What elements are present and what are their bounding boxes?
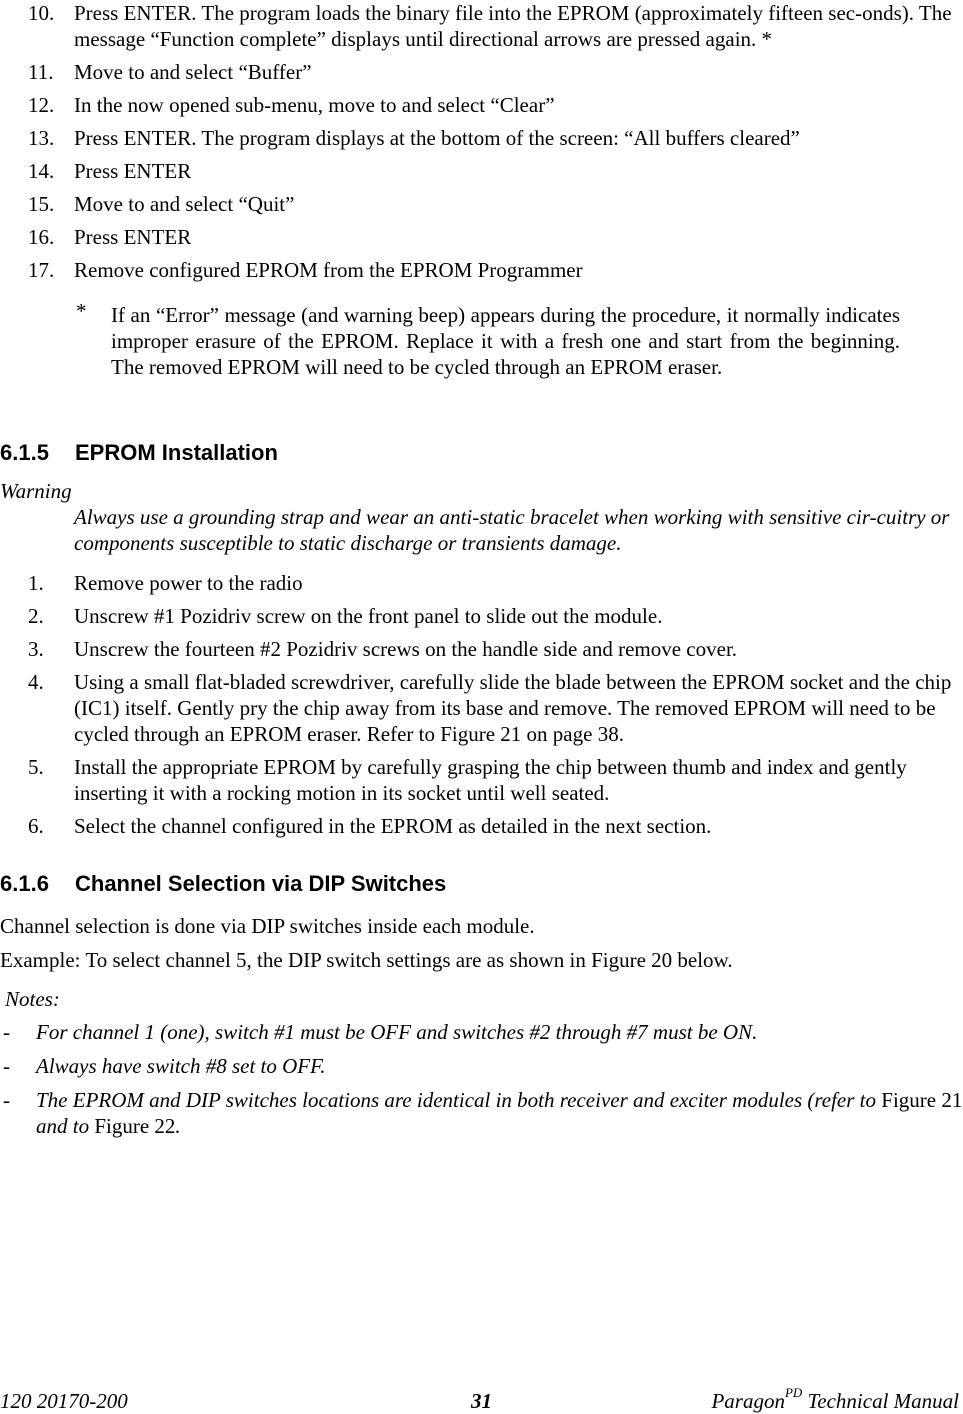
list-item: 1. Remove power to the radio — [28, 571, 303, 595]
page-footer — [0, 1385, 963, 1414]
list-item: - The EPROM and DIP switches locations are identical in both receiver and exciter modules (refer to Figure 21 and to Figure 22. — [3, 1088, 963, 1138]
list-item: - Always have switch #8 set to OFF. — [3, 1054, 326, 1078]
list-item: 11. Move to and select “Buffer” — [28, 60, 312, 84]
paragraph-example: Example: To select channel 5, the DIP switch settings are as shown in Figure 20 below. — [0, 948, 733, 972]
list-item: 17. Remove configured EPROM from the EPROM Programmer — [28, 258, 583, 282]
list-item: 3. Unscrew the fourteen #2 Pozidriv screws on the handle side and remove cover. — [28, 637, 738, 661]
list-item: 2. Unscrew #1 Pozidriv screw on the front panel to slide out the module. — [28, 604, 663, 628]
list-item: 12. In the now opened sub-menu, move to and select “Clear” — [28, 93, 555, 117]
warning-text: Always use a grounding strap and wear an anti-static bracelet when working with sensitive cir-cuitry or components susceptible to static discharge or transients damage. — [74, 505, 950, 555]
page-number: 31 — [471, 1389, 492, 1413]
list-item: 14. Press ENTER — [28, 159, 192, 183]
footnote-marker: * — [76, 299, 87, 323]
list-item: 10. Press ENTER. The program loads the binary file into the EPROM (approximately fifteen sec-onds). The message “Function complete” displays until directional arrows are pressed again. * — [28, 1, 952, 51]
section-heading-dip-switches: 6.1.6 Channel Selection via DIP Switches — [0, 871, 447, 896]
document-number: 120 20170-200 — [0, 1389, 128, 1413]
figure-22-reference: Figure 22 — [94, 1114, 176, 1138]
figure-21-reference: Figure 21 — [881, 1088, 963, 1112]
list-item: 6. Select the channel configured in the EPROM as detailed in the next section. — [28, 814, 712, 838]
footnote-text: If an “Error” message (and warning beep) appears during the procedure, it normally indicates improper erasure of the EPROM. Replace it with a fresh one and start from the beginning. The removed EPROM will need to be cycled through an EPROM eraser. — [111, 303, 900, 379]
notes-list — [0, 1019, 963, 1147]
installation-steps-list — [28, 570, 963, 846]
list-item: 4. Using a small flat-bladed screwdriver, carefully slide the blade between the EPROM socket and the chip (IC1) itself. Gently pry the chip away from its base and remove. The removed EPROM will need to be cycled through an EPROM eraser. Refer to Figure 21 on page 38. — [28, 670, 952, 746]
list-item: - For channel 1 (one), switch #1 must be OFF and switches #2 through #7 must be ON. — [3, 1020, 758, 1044]
list-item: 13. Press ENTER. The program displays at the bottom of the screen: “All buffers cleared” — [28, 126, 800, 150]
list-item: 5. Install the appropriate EPROM by carefully grasping the chip between thumb and index and gently inserting it with a rocking motion in its socket until well seated. — [28, 755, 907, 805]
error-footnote — [76, 299, 900, 380]
list-item: 16. Press ENTER — [28, 225, 192, 249]
programming-steps-list — [28, 0, 963, 290]
section-heading-eprom-installation: 6.1.5 EPROM Installation — [0, 440, 278, 465]
warning-label: Warning — [0, 479, 72, 503]
list-item: 15. Move to and select “Quit” — [28, 192, 295, 216]
notes-label: Notes: — [5, 987, 60, 1011]
manual-title: Paragon$^{PD}$ Technical Manual — [711, 1385, 959, 1413]
paragraph-channel-selection: Channel selection is done via DIP switches inside each module. — [0, 914, 535, 938]
